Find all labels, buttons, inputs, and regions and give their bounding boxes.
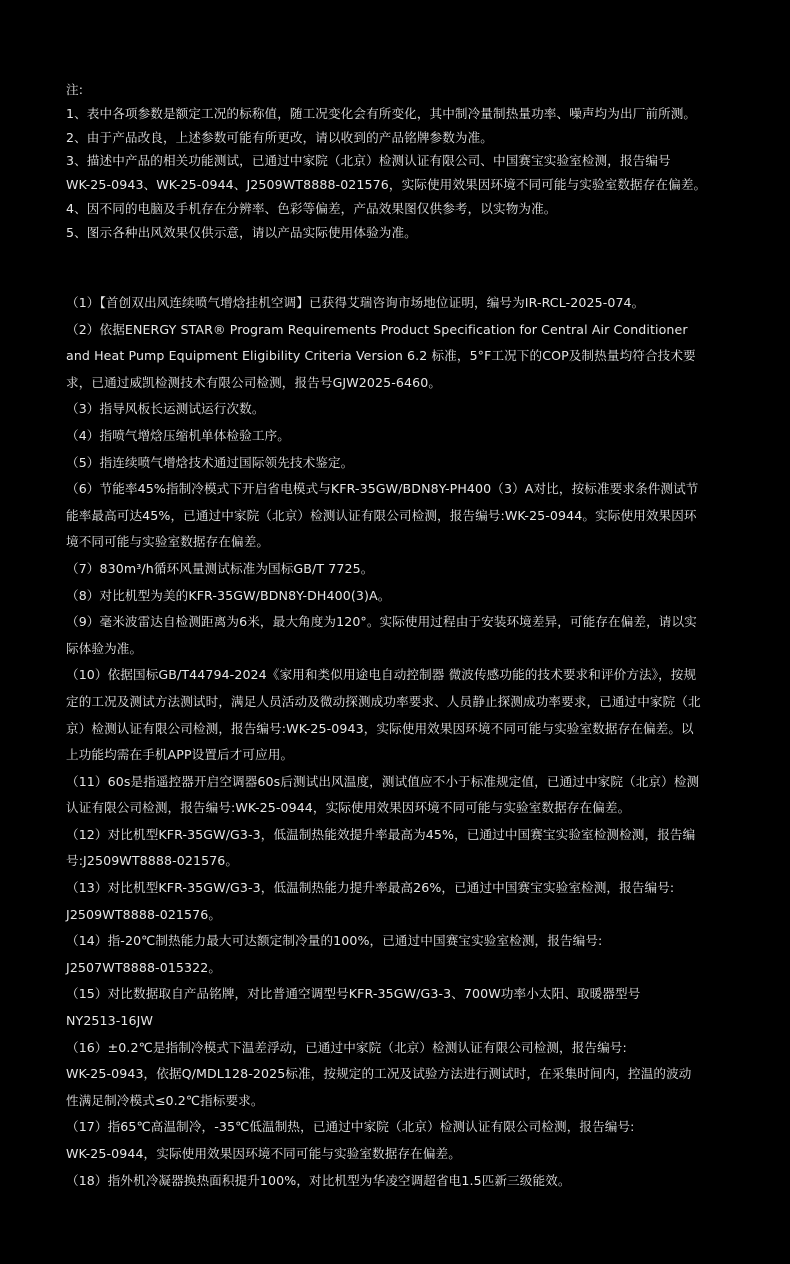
footnote-line: （2）依据ENERGY STAR® Program Requirements Product Specification for Central Air Conditioner xyxy=(66,321,688,337)
footnote-line: （7）830m³/h循环风量测试标准为国标GB/T 7725。 xyxy=(66,560,374,576)
footnote-line: and Heat Pump Equipment Eligibility Criteria Version 6.2 标准，5°F工况下的COP及制热量均符合技术要 xyxy=(66,348,696,364)
footnote-line: J2509WT8888-021576。 xyxy=(66,906,222,922)
footnote-line: 境不同可能与实验室数据存在偏差。 xyxy=(66,534,270,550)
footnote-line: J2507WT8888-015322。 xyxy=(66,959,222,975)
footnote-line: （9）毫米波雷达自检测距离为6米，最大角度为120°。实际使用过程由于安装环境差异，可能存在偏差，请以实 xyxy=(66,614,697,630)
footnote-line: 认证有限公司检测，报告编号:WK-25-0944，实际使用效果因环境不同可能与实验室数据存在偏差。 xyxy=(66,800,631,816)
footnote-line: 号:J2509WT8888-021576。 xyxy=(66,853,239,869)
footnote-line: 上功能均需在手机APP设置后才可应用。 xyxy=(66,747,294,763)
footnote-line: （18）指外机冷凝器换热面积提升100%，对比机型为华凌空调超省电1.5匹新三级能效。 xyxy=(66,1172,571,1188)
note-line: 2、由于产品改良，上述参数可能有所更改，请以收到的产品铭牌参数为准。 xyxy=(66,129,494,145)
notes-section xyxy=(66,78,778,245)
footnote-line: （1）【首创双出风连续喷气增焓挂机空调】已获得艾瑞咨询市场地位证明，编号为IR-RCL-2025-074。 xyxy=(66,295,645,310)
note-line: 5、图示各种出风效果仅供示意，请以产品实际使用体验为准。 xyxy=(66,224,417,240)
footnote-line: （17）指65℃高温制冷，-35℃低温制热，已通过中家院（北京）检测认证有限公司检测，报告编号: xyxy=(66,1119,635,1135)
footnote-line: WK-25-0943，依据Q/MDL128-2025标准，按规定的工况及试验方法进行测试时，在采集时间内，控温的波动 xyxy=(66,1066,692,1082)
note-line: 4、因不同的电脑及手机存在分辨率、色彩等偏差，产品效果图仅供参考，以实物为准。 xyxy=(66,200,557,216)
footnote-line: 京）检测认证有限公司检测，报告编号:WK-25-0943，实际使用效果因环境不同可能与实验室数据存在偏差。以 xyxy=(66,720,694,736)
footnote-line: （10）依据国标GB/T44794-2024《家用和类似用途电自动控制器 微波传感功能的技术要求和评价方法》，按规 xyxy=(66,667,697,683)
footnote-line: （12）对比机型KFR-35GW/G3-3，低温制热能效提升率最高为45%，已通过中国赛宝实验室检测检测，报告编 xyxy=(66,826,696,842)
footnote-line: （4）指喷气增焓压缩机单体检验工序。 xyxy=(66,427,290,443)
footnote-line: 求，已通过威凯检测技术有限公司检测，报告号GJW2025-6460。 xyxy=(66,374,442,390)
footnote-line: 性满足制冷模式≤0.2℃指标要求。 xyxy=(66,1092,264,1108)
footnotes-section xyxy=(66,290,720,1194)
footnote-line: （11）60s是指遥控器开启空调器60s后测试出风温度，测试值应不小于标准规定值，已通过中家院（北京）检测 xyxy=(66,773,700,789)
footnote-line: 能率最高可达45%，已通过中家院（北京）检测认证有限公司检测，报告编号:WK-25-0944。实际使用效果因环 xyxy=(66,507,697,523)
footnote-line: （5）指连续喷气增焓技术通过国际领先技术鉴定。 xyxy=(66,454,354,470)
note-line: WK-25-0943、WK-25-0944、J2509WT8888-021576，实际使用效果因环境不同可能与实验室数据存在偏差。 xyxy=(66,177,707,193)
footnote-line: （14）指-20℃制热能力最大可达额定制冷量的100%，已通过中国赛宝实验室检测，报告编号: xyxy=(66,933,603,949)
footnote-line: NY2513-16JW xyxy=(66,1013,153,1029)
note-line: 3、描述中产品的相关功能测试，已通过中家院（北京）检测认证有限公司、中国赛宝实验室检测，报告编号 xyxy=(66,153,671,169)
notes-title: 注: xyxy=(66,82,84,97)
footnote-line: （15）对比数据取自产品铭牌，对比普通空调型号KFR-35GW/G3-3、700W功率小太阳、取暖器型号 xyxy=(66,986,641,1002)
footnote-line: 际体验为准。 xyxy=(66,640,143,656)
footnote-line: 定的工况及测试方法测试时，满足人员活动及微动探测成功率要求、人员静止探测成功率要求，已通过中家院（北 xyxy=(66,693,701,709)
footnote-line: （6）节能率45%指制冷模式下开启省电模式与KFR-35GW/BDN8Y-PH400（3）A对比，按标准要求条件测试节 xyxy=(66,481,699,497)
footnote-line: （13）对比机型KFR-35GW/G3-3，低温制热能力提升率最高26%，已通过中国赛宝实验室检测，报告编号: xyxy=(66,880,675,896)
footnote-line: WK-25-0944，实际使用效果因环境不同可能与实验室数据存在偏差。 xyxy=(66,1146,461,1161)
note-line: 1、表中各项参数是额定工况的标称值，随工况变化会有所变化，其中制冷量制热量功率、噪声均为出厂前所测。 xyxy=(66,105,697,121)
footnote-line: （16）±0.2℃是指制冷模式下温差浮动，已通过中家院（北京）检测认证有限公司检测，报告编号: xyxy=(66,1039,627,1055)
footnote-line: （3）指导风板长运测试运行次数。 xyxy=(66,401,265,417)
footnote-line: （8）对比机型为美的KFR-35GW/BDN8Y-DH400(3)A。 xyxy=(66,587,391,603)
